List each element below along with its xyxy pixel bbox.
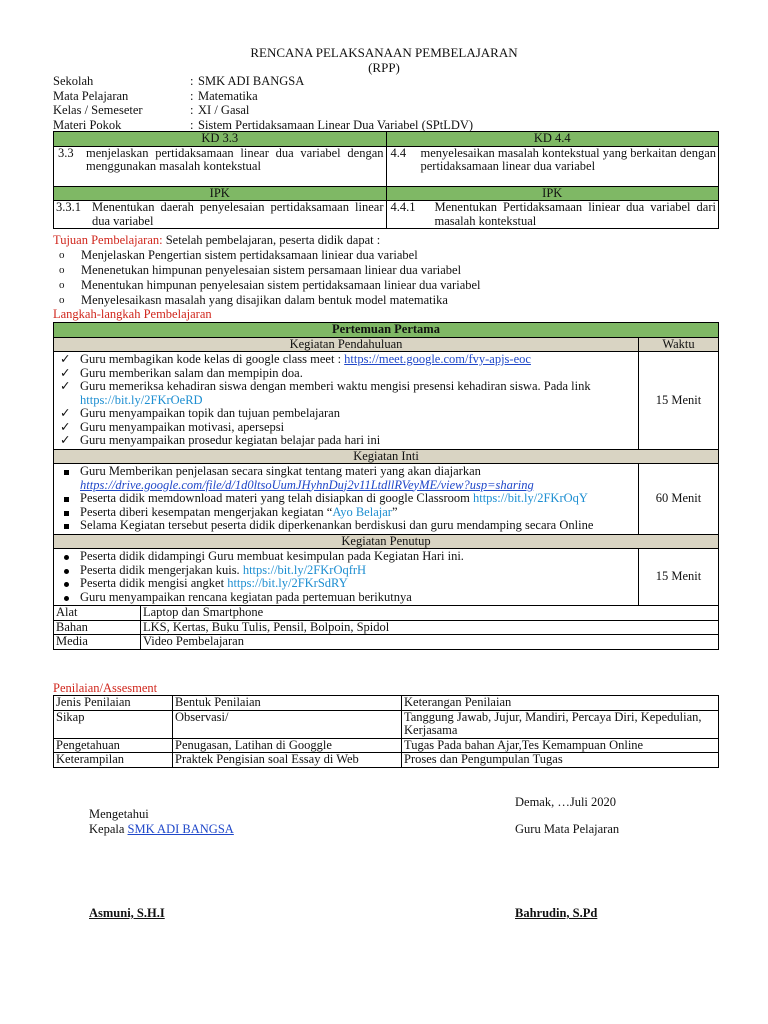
step-text: Guru menyampaikan prosedur kegiatan belajar pada hari ini (80, 433, 381, 447)
list-item (56, 564, 636, 578)
list-item-text: Menjelaskan Pengertian sistem pertidaksamaan liniear dua variabel (81, 248, 418, 262)
info-row-mapel (53, 89, 523, 104)
ipk-left-header: IPK (54, 186, 387, 201)
info-colon: : (190, 117, 194, 132)
info-key: Kelas / Semeseter (53, 103, 143, 117)
kd-left-cell (54, 146, 387, 186)
circle-bullet-icon: o (59, 294, 65, 306)
list-item-text: Menenetukan himpunan penyelesaian sistem persamaan liniear dua variabel (81, 263, 462, 277)
kepala-line (89, 822, 234, 837)
list-item (56, 577, 636, 591)
list-item (56, 591, 636, 605)
table-cell: Observasi/ (173, 710, 402, 738)
step-text: Guru memberikan salam dan mempipin doa. (80, 365, 303, 380)
resource-key: Alat (54, 606, 141, 621)
step-text: Guru menyampaikan rencana kegiatan pada pertemuan berikutnya (80, 589, 412, 604)
check-icon: ✓ (60, 419, 71, 434)
meet-link[interactable]: https://meet.google.com/fvy-apjs-eoc (344, 352, 531, 366)
square-bullet-icon (64, 524, 69, 529)
inti-time: 60 Menit (639, 464, 719, 535)
pendahuluan-cell (54, 352, 639, 450)
mengetahui-label: Mengetahui (89, 807, 149, 821)
list-item (56, 421, 636, 435)
place-date: Demak, …Juli 2020 (515, 795, 617, 809)
list-item (56, 380, 636, 407)
dot-bullet-icon (64, 582, 69, 587)
circle-bullet-icon: o (59, 264, 65, 276)
list-item (56, 550, 636, 564)
resource-value: Video Pembelajaran (141, 635, 719, 650)
info-colon: : (190, 74, 194, 88)
penilaian-table (53, 695, 719, 768)
step-text: Peserta didik mengisi angket (80, 576, 228, 590)
penilaian-header-jenis: Jenis Penilaian (54, 696, 173, 711)
list-item (53, 263, 653, 278)
list-item (53, 278, 653, 293)
guru-name: Bahrudin, S.Pd (515, 906, 598, 920)
table-cell: Tugas Pada bahan Ajar,Tes Kemampuan Online (402, 738, 719, 753)
langkah-heading: Langkah-langkah Pembelajaran (53, 307, 212, 321)
waktu-header: Waktu (639, 337, 719, 352)
check-icon: ✓ (60, 406, 71, 420)
kd-table (53, 131, 719, 229)
step-text: Selama Kegiatan tersebut peserta didik diperkenankan berdiskusi dan guru mendamping secara Online (80, 518, 594, 532)
kepala-prefix: Kepala (89, 822, 128, 836)
kd-left-text: menjelaskan pertidaksamaan linear dua variabel dengan menggunakan masalah kontekstual (86, 145, 384, 173)
list-item (56, 407, 636, 421)
step-text: Peserta didik memdownload materi yang telah disiapkan di google Classroom (80, 491, 473, 505)
document-title: RENCANA PELAKSANAAN PEMBELAJARAN (250, 45, 518, 60)
resource-key: Bahan (54, 620, 141, 635)
ipk-right-header: IPK (386, 186, 719, 201)
dot-bullet-icon (64, 555, 69, 560)
ipk-left-cell (54, 201, 387, 229)
presensi-link[interactable]: https://bit.ly/2FKrOeRD (80, 392, 203, 407)
penilaian-header-bentuk: Bentuk Penilaian (173, 696, 402, 711)
square-bullet-icon (64, 511, 69, 516)
step-text: Guru membagikan kode kelas di google class meet : (80, 352, 345, 366)
dot-bullet-icon (64, 596, 69, 601)
table-cell: Sikap (54, 710, 173, 738)
kd-left-header: KD 3.3 (54, 132, 387, 147)
kd-left-num: 3.3 (58, 145, 74, 160)
info-value: Sistem Pertidaksamaan Linear Dua Variabel (SPtLDV) (198, 117, 474, 132)
ayo-belajar-link[interactable]: Ayo Belajar (332, 504, 392, 519)
info-key: Materi Pokok (53, 117, 122, 132)
list-item (56, 367, 636, 381)
ipk-right-cell (386, 201, 719, 229)
list-item (56, 434, 636, 448)
pendahuluan-time: 15 Menit (639, 352, 719, 450)
info-value: SMK ADI BANGSA (198, 74, 305, 88)
ipk-left-text: Menentukan daerah penyelesaian pertidaksamaan linear dua variabel (92, 200, 384, 228)
check-icon: ✓ (60, 365, 71, 380)
list-item (56, 506, 636, 520)
list-item-text: Menyelesaikasn masalah yang disajikan dalam bentuk model matematika (81, 293, 448, 307)
check-icon: ✓ (60, 433, 71, 447)
info-colon: : (190, 88, 194, 103)
circle-bullet-icon: o (59, 249, 65, 261)
penilaian-header-keterangan: Keterangan Penilaian (402, 696, 719, 711)
ipk-right-text: Menentukan Pertidaksamaan liniear dua variabel dari masalah kontekstual (434, 200, 716, 228)
list-item (56, 465, 636, 492)
penutup-cell (54, 549, 639, 606)
penilaian-heading: Penilaian/Assesment (53, 681, 158, 695)
steps-table (53, 322, 719, 650)
step-text: Guru menyampaikan motivasi, apersepsi (80, 419, 285, 434)
kd-right-cell (386, 146, 719, 186)
list-item (53, 248, 653, 263)
square-bullet-icon (64, 470, 69, 475)
tujuan-label: Tujuan Pembelajaran: (53, 233, 163, 247)
guru-label: Guru Mata Pelajaran (515, 822, 620, 836)
document-subtitle: (RPP) (368, 60, 400, 75)
info-row-materi (53, 118, 523, 133)
info-row-sekolah (53, 74, 523, 89)
penutup-header: Kegiatan Penutup (54, 534, 719, 549)
classroom-link[interactable]: https://bit.ly/2FKrOqY (472, 491, 588, 505)
step-text: Guru Memberikan penjelasan secara singkat tentang materi yang akan diajarkan (80, 464, 481, 478)
resource-value: LKS, Kertas, Buku Tulis, Pensil, Bolpoin, Spidol (141, 620, 719, 635)
school-link[interactable]: SMK ADI BANGSA (127, 822, 234, 836)
step-text: Peserta diberi kesempatan mengerjakan kegiatan “ (80, 504, 333, 519)
info-key: Sekolah (53, 74, 94, 88)
ipk-right-num: 4.4.1 (390, 200, 416, 214)
kd-right-text: menyelesaikan masalah kontekstual yang berkaitan dengan pertidaksamaan linear dua variabel (420, 145, 716, 173)
kd-right-header: KD 4.4 (386, 132, 719, 147)
kuis-link[interactable]: https://bit.ly/2FKrOqfrH (242, 562, 367, 577)
resource-key: Media (54, 635, 141, 650)
dot-bullet-icon (64, 569, 69, 574)
drive-link[interactable]: https://drive.google.com/file/d/1d0ltsoUumJHyhnDuj2v11LtdllRVeyME/view?usp=sharing (80, 477, 534, 492)
step-text: Peserta didik didampingi Guru membuat kesimpulan pada Kegiatan Hari ini. (80, 549, 464, 563)
kepala-name: Asmuni, S.H.I (89, 906, 165, 920)
step-text: Peserta didik mengerjakan kuis. (80, 562, 243, 577)
kd-right-num: 4.4 (390, 145, 407, 160)
table-cell: Praktek Pengisian soal Essay di Web (173, 753, 402, 768)
info-colon: : (190, 103, 194, 117)
ipk-left-num: 3.3.1 (56, 200, 81, 214)
square-bullet-icon (64, 497, 69, 502)
table-cell: Pengetahuan (54, 738, 173, 753)
info-value: XI / Gasal (198, 103, 250, 117)
identity-block (53, 74, 523, 132)
pendahuluan-header: Kegiatan Pendahuluan (54, 337, 639, 352)
table-cell: Penugasan, Latihan di Googgle (173, 738, 402, 753)
list-item (56, 519, 636, 533)
info-value: Matematika (198, 88, 258, 103)
check-icon: ✓ (60, 379, 71, 393)
table-cell: Keterampilan (54, 753, 173, 768)
check-icon: ✓ (60, 352, 71, 366)
table-cell: Proses dan Pengumpulan Tugas (402, 753, 719, 768)
tujuan-intro: Setelah pembelajaran, peserta didik dapat : (162, 233, 381, 247)
info-key: Mata Pelajaran (53, 88, 129, 103)
list-item (56, 353, 636, 367)
penutup-time: 15 Menit (639, 549, 719, 606)
tujuan-list (53, 248, 653, 308)
table-cell: Tanggung Jawab, Jujur, Mandiri, Percaya Diri, Kepedulian, Kerjasama (402, 710, 719, 738)
angket-link[interactable]: https://bit.ly/2FKrSdRY (227, 576, 348, 590)
inti-header: Kegiatan Inti (54, 449, 719, 464)
step-text: Guru menyampaikan topik dan tujuan pembelajaran (80, 406, 340, 420)
step-text: Guru memeriksa kehadiran siswa dengan memberi waktu mengisi presensi kehadiran siswa. Pada link (80, 379, 591, 393)
info-row-kelas (53, 103, 523, 118)
meeting-header: Pertemuan Pertama (54, 323, 719, 338)
tujuan-heading (53, 233, 380, 247)
list-item (53, 293, 653, 308)
list-item-text: Menentukan himpunan penyelesaian sistem pertidaksamaan liniear dua variabel (81, 278, 481, 292)
circle-bullet-icon: o (59, 279, 65, 291)
inti-cell (54, 464, 639, 535)
step-text-tail: ” (391, 504, 398, 519)
resource-value: Laptop dan Smartphone (141, 606, 719, 621)
list-item (56, 492, 636, 506)
